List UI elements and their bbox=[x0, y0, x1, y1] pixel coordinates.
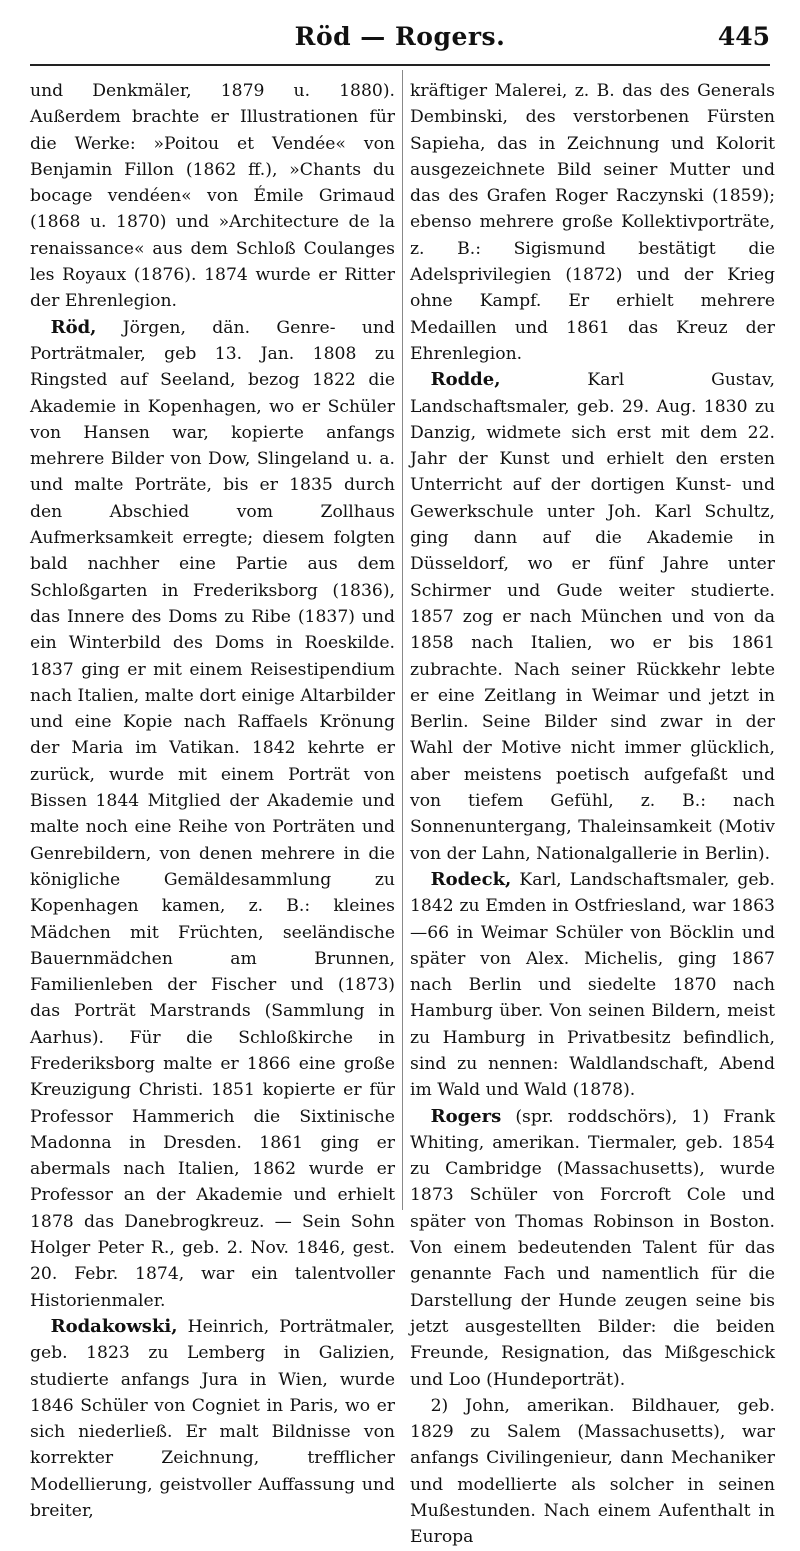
entry-headword-rodakowski: Rodakowski, bbox=[50, 1315, 178, 1337]
entry-body-rogers-2: 2) John, amerikan. Bildhauer, geb. 1829 zu Salem (Massachusetts), war anfangs Civilingenieur, dann Mechaniker und modellierte als solcher in seinen Mußestunden. Nach einem Aufenthalt in Europa bbox=[410, 1395, 775, 1548]
left-column-text bbox=[30, 78, 395, 1524]
entry-continuation-text: kräftiger Malerei, z. B. das des Generals Dembinski, des verstorbenen Fürsten Sapieha, das in Zeichnung und Kolorit ausgezeichnete Bild seiner Mutter und das des Grafen Roger Raczynski (1859); ebenso mehrere große Kollektivporträte, z. B.: Sigismund bestätigt die Adelsprivilegien (1872) und der Krieg ohne Kampf. Er erhielt mehrere Medaillen und 1861 das Kreuz der Ehrenlegion. bbox=[410, 81, 775, 364]
entry-rodeck bbox=[410, 867, 775, 1104]
entry-rodakowski bbox=[30, 1314, 395, 1524]
page-number: 445 bbox=[717, 22, 770, 51]
left-column bbox=[30, 78, 395, 1524]
entry-headword-rod: Röd, bbox=[50, 316, 97, 338]
column-divider bbox=[402, 70, 403, 1210]
entry-continuation-text: und Denkmäler, 1879 u. 1880). Außerdem brachte er Illustrationen für die Werke: »Poitou et Vendée« von Benjamin Fillon (1862 ff.), »Chants du bocage vendéen« von Émile Grimaud (1868 u. 1870) und »Architecture de la renaissance« aus dem Schloß Coulanges les Royaux (1876). 1874 wurde er Ritter der Ehrenlegion. bbox=[30, 81, 395, 312]
entry-headword-rogers: Rogers bbox=[430, 1105, 502, 1127]
entry-body-rod: Jörgen, dän. Genre- und Porträtmaler, geb 13. Jan. 1808 zu Ringsted auf Seeland, bezog 1822 die Akademie in Kopenhagen, wo er Schüler von Hansen war, kopierte anfangs mehrere Bilder von Dow, Slingeland u. a. und malte Porträte, bis er 1835 durch den Abschied vom Zollhaus Aufmerksamkeit erregte; diesem folgten bald nachher eine Partie aus dem Schloßgarten in Frederiksborg (1836), das Innere des Doms zu Ribe (1837) und ein Winterbild des Doms in Roeskilde. 1837 ging er mit einem Reisestipendium nach Italien, malte dort einige Altarbilder und eine Kopie nach Raffaels Krönung der Maria im Vatikan. 1842 kehrte er zurück, wurde mit einem Porträt von Bissen 1844 Mitglied der Akademie und malte noch eine Reihe von Porträten und Genrebildern, von denen mehrere in die königliche Gemäldesammlung zu Kopenhagen kamen, z. B.: kleines Mädchen mit Früchten, seeländische Bauernmädchen am Brunnen, Familienleben der Fischer und (1873) das Porträt Marstrands (Sammlung in Aarhus). Für die Schloßkirche in Frederiksborg malte er 1866 eine große Kreuzigung Christi. 1851 kopierte er für Professor Hammerich die Sixtinische Madonna in Dresden. 1861 ging er abermals nach Italien, 1862 wurde er Professor an der Akademie und erhielt 1878 das Danebrogkreuz. — Sein Sohn Holger Peter R., geb. 2. Nov. 1846, gest. 20. Febr. 1874, war ein talentvoller Historienmaler. bbox=[30, 317, 395, 1311]
running-head-title: Röd — Rogers. bbox=[294, 22, 506, 51]
right-column-text bbox=[410, 78, 775, 1551]
running-head bbox=[30, 22, 770, 58]
entry-body-rodakowski: Heinrich, Porträtmaler, geb. 1823 zu Lemberg in Galizien, studierte anfangs Jura in Wien, wurde 1846 Schüler von Cogniet in Paris, wo er sich niederließ. Er malt Bildnisse von korrekter Zeichnung, trefflicher Modellierung, geistvoller Auffassung und breiter, bbox=[30, 1316, 395, 1522]
entry-headword-rodeck: Rodeck, bbox=[430, 868, 512, 890]
entry-rodde bbox=[410, 367, 775, 867]
entry-rod bbox=[30, 315, 395, 1314]
entry-body-rogers: (spr. roddschörs), 1) Frank Whiting, amerikan. Tiermaler, geb. 1854 zu Cambridge (Massachusetts), wurde 1873 Schüler von Forcroft Cole und später von Thomas Robinson in Boston. Von einem bedeutenden Talent für das genannte Fach und namentlich für die Darstellung der Hunde zeugen seine bis jetzt ausgestellten Bilder: die beiden Freunde, Resignation, das Mißgeschick und Loo (Hundeporträt). bbox=[410, 1106, 775, 1390]
header-rule bbox=[30, 64, 770, 66]
entry-rogers-2 bbox=[410, 1393, 775, 1551]
entry-body-rodde: Karl Gustav, Landschaftsmaler, geb. 29. Aug. 1830 zu Danzig, widmete sich erst mit dem 22. Jahr der Kunst und erhielt den ersten Unterricht auf der dortigen Kunst- und Gewerkschule unter Joh. Karl Schultz, ging dann auf die Akademie in Düsseldorf, wo er fünf Jahre unter Schirmer und Gude weiter studierte. 1857 zog er nach München und von da 1858 nach Italien, wo er bis 1861 zubrachte. Nach seiner Rückkehr lebte er eine Zeitlang in Weimar und jetzt in Berlin. Seine Bilder sind zwar in der Wahl der Motive nicht immer glücklich, aber meistens poetisch aufgefaßt und von tiefem Gefühl, z. B.: nach Sonnenuntergang, Thaleinsamkeit (Motiv von der Lahn, Nationalgallerie in Berlin). bbox=[410, 370, 775, 864]
entry-body-rodeck: Karl, Landschaftsmaler, geb. 1842 zu Emden in Ostfriesland, war 1863—66 in Weimar Schüler von Böcklin und später von Alex. Michelis, ging 1867 nach Berlin und siedelte 1870 nach Hamburg über. Von seinen Bildern, meist zu Hamburg in Privatbesitz befindlich, sind zu nennen: Waldlandschaft, Abend im Wald und Wald (1878). bbox=[410, 869, 775, 1101]
entry-rogers bbox=[410, 1104, 775, 1393]
entry-headword-rodde: Rodde, bbox=[430, 369, 501, 391]
right-column bbox=[410, 78, 775, 1551]
